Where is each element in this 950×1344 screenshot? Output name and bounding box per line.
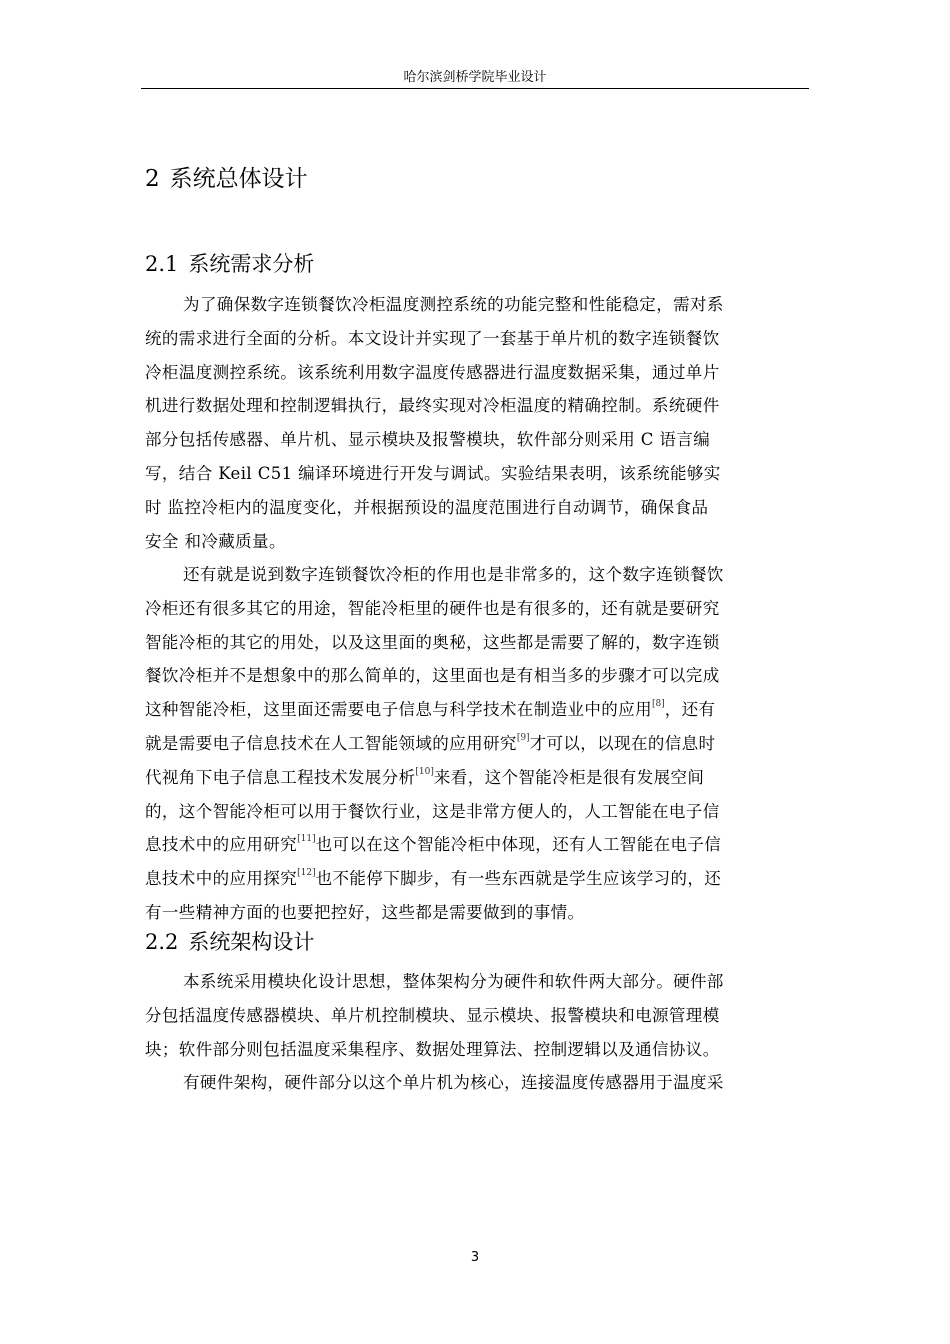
page-header: 哈尔滨剑桥学院毕业设计 (403, 70, 547, 85)
paragraph-line: 有一些精神方面的也要把控好，这些都是需要做到的事情。 (145, 902, 585, 922)
paragraph-line: 部分包括传感器、单片机、显示模块及报警模块，软件部分则采用 C 语言编 (145, 430, 711, 450)
paragraph-requirements-1 (145, 288, 797, 558)
line-text: ，还有 (664, 700, 716, 720)
citation-ref-8: [8] (652, 699, 665, 710)
paragraph-line: 餐饮冷柜并不是想象中的那么简单的，这里面也是有相当多的步骤才可以完成 (145, 666, 720, 686)
page-number: 3 (470, 1250, 480, 1265)
paragraph-line: 块；软件部分则包括温度采集程序、数据处理算法、控制逻辑以及通信协议。 (145, 1039, 720, 1059)
citation-ref-10: [10] (415, 766, 434, 777)
chapter-title: 系统总体设计 (169, 166, 308, 192)
paragraph-line: 机进行数据处理和控制逻辑执行，最终实现对冷柜温度的精确控制。系统硬件 (145, 396, 720, 416)
line-text: 息技术中的应用探究 (145, 869, 298, 889)
line-text: 才可以，以现在的信息时 (529, 733, 716, 753)
paragraph-line: 智能冷柜的其它的用处，以及这里面的奥秘，这些都是需要了解的，数字连锁 (145, 632, 720, 652)
line-text: 息技术中的应用研究 (145, 835, 298, 855)
header-rule (141, 88, 809, 89)
paragraph-architecture-1 (145, 965, 797, 1066)
line-text: 来看，这个智能冷柜是很有发展空间 (433, 767, 705, 787)
paragraph-line: 时 监控冷柜内的温度变化，并根据预设的温度范围进行自动调节，确保食品 (145, 497, 709, 517)
line-text: 也可以在这个智能冷柜中体现，还有人工智能在电子信 (315, 835, 722, 855)
paragraph-line: 的，这个智能冷柜可以用于餐饮行业，这是非常方便人的，人工智能在电子信 (145, 801, 720, 821)
paragraph-line: 为了确保数字连锁餐饮冷柜温度测控系统的功能完整和性能稳定，需对系 (183, 295, 724, 314)
paragraph-line (145, 862, 797, 896)
paragraph-line: 冷柜温度测控系统。该系统利用数字温度传感器进行温度数据采集，通过单片 (145, 362, 720, 382)
paragraph-architecture-2 (145, 1066, 797, 1100)
line-text: 这种智能冷柜，这里面还需要电子信息与科学技术在制造业中的应用 (145, 700, 652, 720)
chapter-heading (145, 162, 308, 196)
section-title: 系统需求分析 (188, 252, 315, 276)
section-title: 系统架构设计 (188, 930, 315, 954)
paragraph-line: 有硬件架构，硬件部分以这个单片机为核心，连接温度传感器用于温度采 (183, 1073, 724, 1092)
paragraph-line: 写，结合 Keil C51 编译环境进行开发与调试。实验结果表明，该系统能够实 (145, 463, 721, 483)
section-heading-2-1 (145, 248, 314, 280)
paragraph-line: 本系统采用模块化设计思想，整体架构分为硬件和软件两大部分。硬件部 (183, 972, 724, 991)
section-heading-2-2 (145, 926, 314, 958)
paragraph-line: 分包括温度传感器模块、单片机控制模块、显示模块、报警模块和电源管理模 (145, 1005, 720, 1025)
chapter-number: 2 (145, 166, 160, 192)
line-text: 也不能停下脚步，有一些东西就是学生应该学习的，还 (315, 869, 722, 889)
citation-ref-9: [9] (516, 732, 530, 743)
paragraph-line (145, 693, 797, 727)
line-text: 就是需要电子信息技术在人工智能领域的应用研究 (145, 733, 517, 753)
paragraph-line: 安全 和冷藏质量。 (145, 531, 286, 551)
paragraph-line (145, 727, 797, 761)
paragraph-line (145, 828, 797, 862)
paragraph-line: 冷柜还有很多其它的用途，智能冷柜里的硬件也是有很多的，还有就是要研究 (145, 598, 720, 618)
line-text: 代视角下电子信息工程技术发展分析 (145, 767, 416, 787)
citation-ref-11: [11] (297, 834, 316, 845)
section-number: 2.1 (145, 252, 179, 276)
section-number: 2.2 (145, 930, 179, 954)
paragraph-line: 统的需求进行全面的分析。本文设计并实现了一套基于单片机的数字连锁餐饮 (145, 328, 720, 348)
paragraph-line (145, 761, 797, 795)
paragraph-requirements-2 (145, 558, 797, 930)
citation-ref-12: [12] (297, 868, 316, 879)
paragraph-line: 还有就是说到数字连锁餐饮冷柜的作用也是非常多的，这个数字连锁餐饮 (183, 565, 724, 584)
